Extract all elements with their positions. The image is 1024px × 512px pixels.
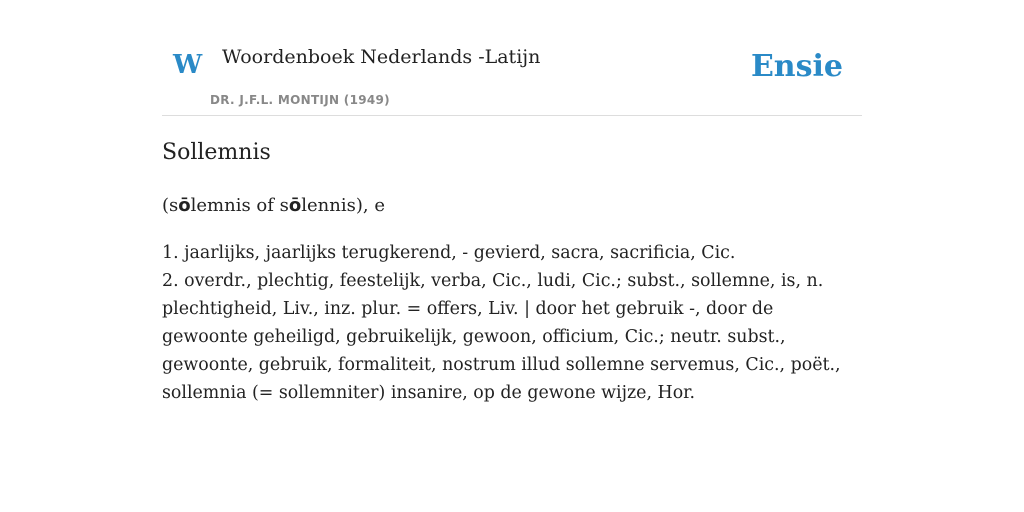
definition-item: 1. jaarlijks, jaarlijks terugkerend, - gevierd, sacra, sacrificia, Cic. xyxy=(162,243,736,263)
definition-item: 2. overdr., plechtig, feestelijk, verba, Cic., ludi, Cic.; subst., sollemne, is, n. plechtigheid, Liv., inz. plur. = offers, Liv. | door het gebruik -, door de gewoonte geheiligd, gebruikelijk, gewoon, officium, Cic.; neutr. subst., gewoonte, gebruik, formaliteit, nostrum illud sollemne servemus, Cic., poët., sollemnia (= sollemniter) insanire, op de gewone wijze, Hor. xyxy=(162,271,841,403)
dictionary-header xyxy=(162,0,862,116)
pronunciation-long-vowel: ō xyxy=(178,195,191,216)
pronunciation-open: (s xyxy=(162,195,179,216)
entry-pronunciation xyxy=(162,194,385,217)
pronunciation-close: lennis), e xyxy=(301,195,385,216)
dictionary-logo-link[interactable]: W xyxy=(173,50,203,80)
dictionary-page xyxy=(162,0,862,403)
entry-headword: Sollemnis xyxy=(162,140,271,165)
dictionary-author: DR. J.F.L. MONTIJN (1949) xyxy=(210,93,390,107)
pronunciation-long-vowel: ō xyxy=(288,195,302,216)
pronunciation-mid: lemnis of s xyxy=(190,195,289,216)
entry-definitions xyxy=(162,239,862,407)
ensie-brand-link[interactable]: Ensie xyxy=(750,49,843,84)
dictionary-title: Woordenboek Nederlands -Latijn xyxy=(222,46,541,68)
